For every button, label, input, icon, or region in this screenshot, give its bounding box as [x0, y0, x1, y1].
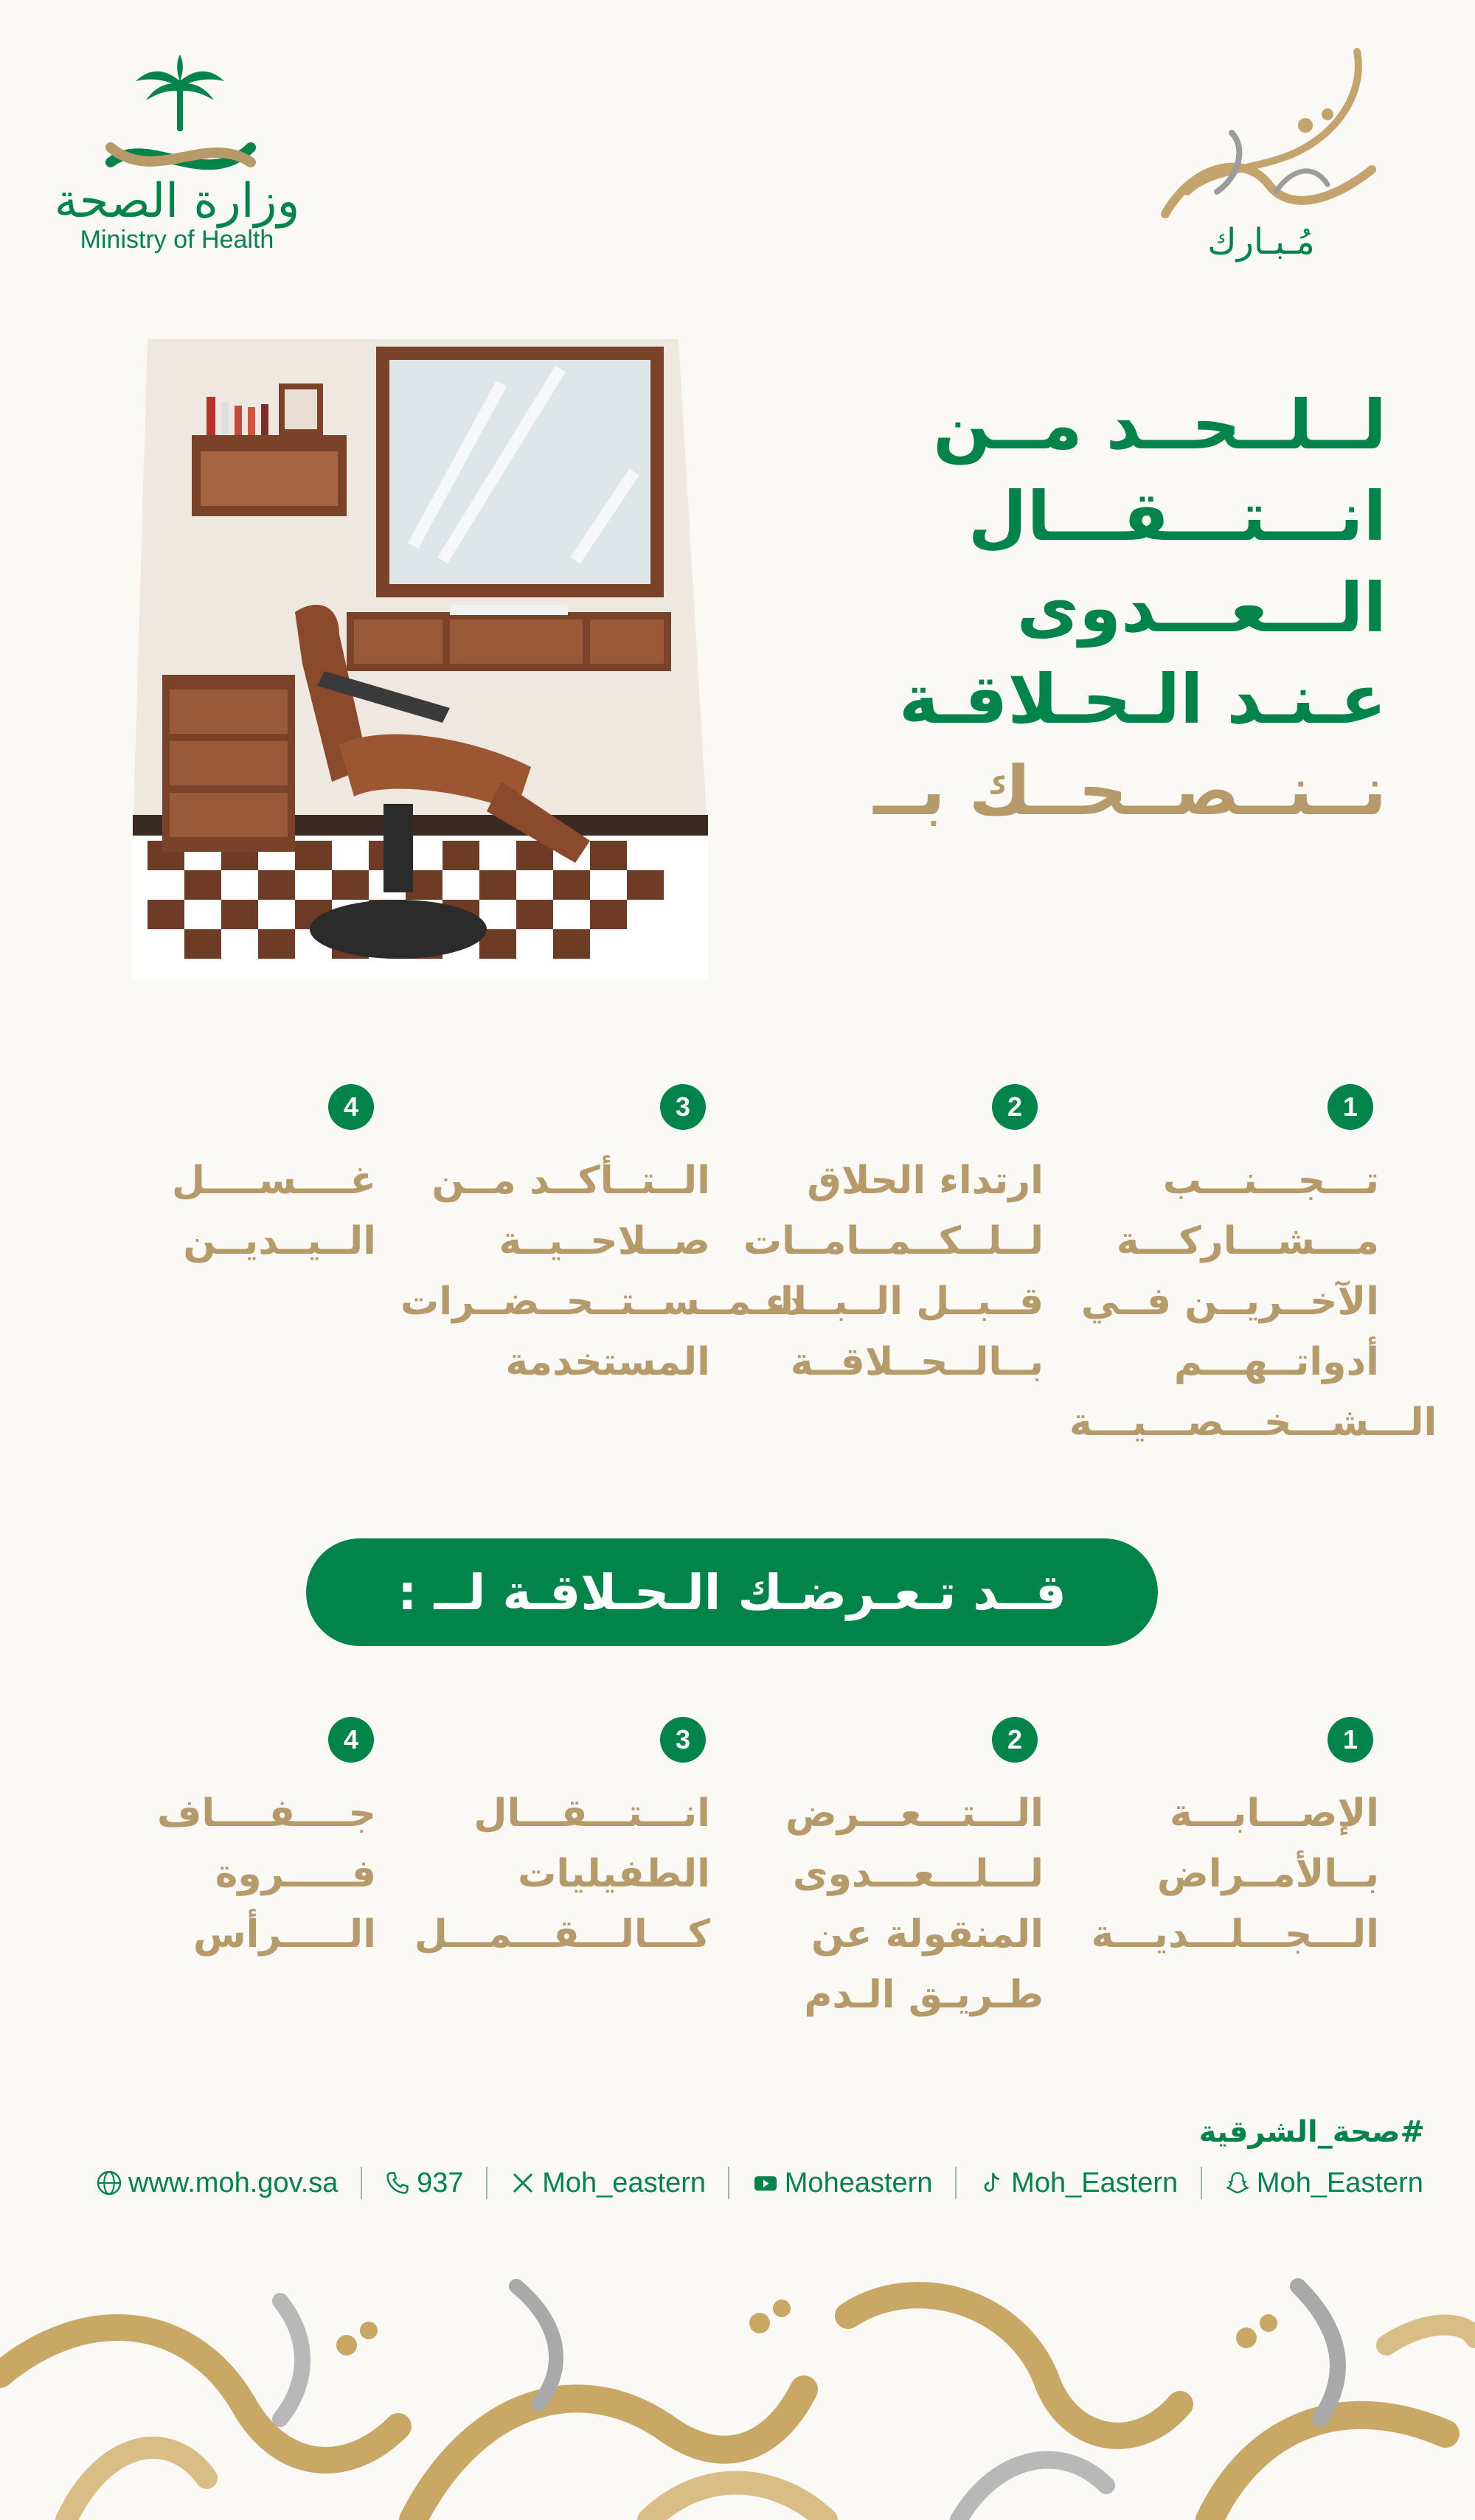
- advice-number-3: 3: [660, 1084, 706, 1130]
- risk-number-2: 2: [992, 1717, 1038, 1763]
- contact-x[interactable]: [510, 2167, 706, 2199]
- contact-website[interactable]: [96, 2167, 338, 2199]
- globe-icon: [96, 2170, 122, 2196]
- contact-youtube-label: Moheastern: [784, 2167, 933, 2198]
- headline-line-3: الـــعـــدوى: [1016, 569, 1386, 648]
- headline-line-4: عـنـد الـحـلاقـة: [898, 660, 1386, 739]
- contact-tiktok-label: Moh_Eastern: [1011, 2167, 1179, 2198]
- advice-item-4: غــــســــل الــيــديــن: [171, 1159, 376, 1263]
- contact-phone[interactable]: [384, 2167, 463, 2199]
- barber-shop-illustration: [118, 324, 745, 988]
- headline-line-2: انـــتـــقـــال: [968, 477, 1386, 556]
- contact-snapchat-label: Moh_Eastern: [1256, 2167, 1423, 2198]
- advice-number-2: 2: [992, 1084, 1038, 1130]
- contact-x-label: Moh_eastern: [542, 2167, 707, 2198]
- risks-title-pill: [306, 1538, 1158, 1646]
- headline: [796, 380, 1386, 837]
- advice-item-1: تـــجـــنـــب مـــشـــاركـــة الآخــريــن فــي أدواتــهـــم الـــشـــخـــصـــيـــة: [1069, 1159, 1437, 1445]
- risks-list: [0, 1717, 1475, 2056]
- divider: [1201, 2167, 1202, 2199]
- advice-number-4: 4: [328, 1084, 374, 1130]
- decorative-calligraphy-pattern: [0, 2257, 1475, 2520]
- eid-mubarak-text: مُـبـارك: [1207, 221, 1315, 263]
- risk-number-1: 1: [1328, 1717, 1373, 1763]
- advice-list: [0, 1084, 1475, 1497]
- advice-item-2: ارتداء الحلاق لــلــكــمــامــات قــبــل الــبــدء بــالــحــلاقــة: [743, 1159, 1044, 1384]
- risk-item-1: الإصـــابـــة بــالأمــراض الـــجـــلـــديـــة: [1091, 1791, 1379, 1957]
- phone-icon: [384, 2170, 411, 2196]
- hashtag: #صحة_الشرقية: [1198, 2115, 1425, 2149]
- risk-number-3: 3: [660, 1717, 706, 1763]
- contact-youtube[interactable]: [752, 2167, 933, 2199]
- contact-phone-label: 937: [417, 2167, 464, 2198]
- risks-title: قــد تـعـرضـك الـحـلاقـة لــ :: [398, 1563, 1066, 1621]
- headline-line-1: لــلــحــد مــن: [933, 386, 1386, 465]
- risk-item-4: جــــفــــاف فـــــروة الـــــرأس: [156, 1791, 376, 1957]
- contacts-bar: [96, 2161, 1423, 2205]
- divider: [486, 2167, 487, 2199]
- moh-name-arabic: وزارة الصحة: [54, 174, 300, 229]
- youtube-icon: [752, 2170, 779, 2196]
- headline-line-5: نــنــصــحــك بــ: [873, 752, 1386, 830]
- contact-tiktok[interactable]: [979, 2167, 1178, 2199]
- risk-item-2: الـــتـــعـــرض لـــلـــعـــدوى المنقولة عن طـريـق الـدم: [785, 1791, 1044, 2017]
- contact-website-label: www.moh.gov.sa: [128, 2167, 339, 2198]
- advice-number-1: 1: [1328, 1084, 1373, 1130]
- tiktok-icon: [979, 2170, 1005, 2196]
- divider: [728, 2167, 729, 2199]
- moh-name-english: Ministry of Health: [80, 226, 274, 254]
- contact-snapchat[interactable]: [1224, 2167, 1423, 2199]
- advice-item-3: الــتــأكــد مــن صــلاحــيــة الــمــســتــحــضــرات المستخدمة: [400, 1159, 807, 1384]
- risk-number-4: 4: [328, 1717, 374, 1763]
- snapchat-icon: [1224, 2170, 1251, 2196]
- x-icon: [510, 2170, 536, 2196]
- divider: [361, 2167, 362, 2199]
- risk-item-3: انـــتـــقـــال الطفيليات كـــالـــقـــمـــل: [414, 1791, 710, 1957]
- divider: [955, 2167, 957, 2199]
